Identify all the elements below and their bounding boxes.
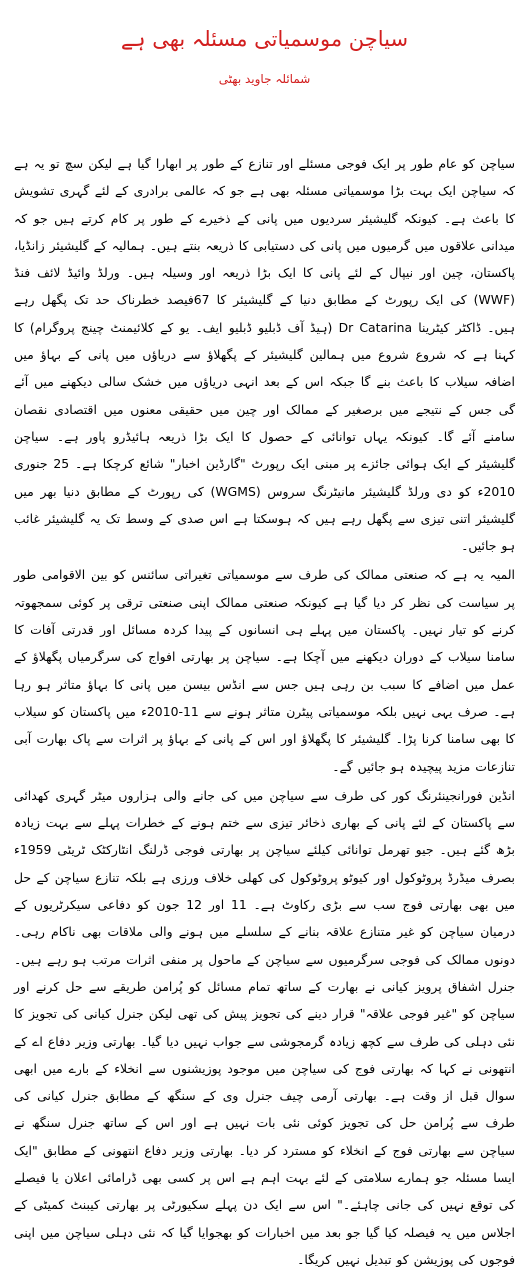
article-paragraph-2: المیہ یہ ہے کہ صنعتی ممالک کی طرف سے موسمیاتی تغیراتی سائنس کو بین الاقوامی طور پر سیاست کی نظر کر دیا گیا ہے کیونکہ صنعتی ممالک اپنی صنعتی ترقی پر کوئی سمجھوتہ کرنے کو تیار نہیں۔ پاکستان میں پہلے ہی انسانوں کے پیدا کردہ مسائل اور قدرتی آفات کا سامنا سیلاب کے دوران دیکھنے میں آچکا ہے۔ سیاچن پر بھارتی افواج کی سرگرمیاں پگھلاؤ کے عمل میں اضافے کا سبب بن رہی ہیں جس سے انڈس بیسن میں پانی کا بہاؤ متاثر ہو رہا ہے۔ صرف یہی نہیں بلکہ موسمیاتی پیٹرن متاثر ہونے سے 11-2010ء میں پاکستان کو سیلاب کا بھی سامنا کرنا پڑا۔ گلیشیئر کا پگھلاؤ اور اس کے پانی کے بہاؤ پر اثرات سے پاک بھارت آبی تنازعات مزید پیچیدہ ہو جائیں گے۔ (14, 567, 515, 774)
article-paragraph-3: انڈین فورانجینئرنگ کور کی طرف سے سیاچن میں کی جانے والی ہزاروں میٹر گہری کھدائی سے پاکستان کے لئے پانی کے بھاری ذخائر تیزی سے ختم ہونے کے خطرات پہلے سے بہت زیادہ بڑھ گئے ہیں۔ جیو تھرمل توانائی کیلئے سیاچن پر بھارتی فوجی ڈرلنگ انٹارکٹک ٹریٹی 1959ء بصرف میڈرڈ پروٹوکول اور کیوٹو پروٹوکول کی کھلی خلاف ورزی ہے بلکہ تنازع سیاچن کے حل میں بھی بھارتی فوج سب سے بڑی رکاوٹ ہے۔ 11 اور 12 جون کو دفاعی سیکرٹریوں کے درمیان سیاچن کو غیر متنازع علاقہ بنانے کے سلسلے میں ہونے والی ملاقات بھی ناکام رہی۔ دونوں ممالک کی فوجی سرگرمیوں سے سیاچن کے ماحول پر منفی اثرات مرتب ہو رہے ہیں۔ جنرل اشفاق پرویز کیانی نے بھارت کے ساتھ تمام مسائل کو پُرامن طریقے سے حل کرنے اور سیاچن کو "غیر فوجی علاقہ" قرار دینے کی تجویز پیش کی تھی لیکن جنرل کیانی کی تجویز کا نئی دہلی کی طرف سے کچھ زیادہ گرمجوشی سے جواب نہیں دیا گیا۔ بھارتی وزیر دفاع اے کے انتھونی نے کہا کہ بھارتی فوج کی سیاچن میں موجود پوزیشنوں سے انخلاء کے بارے میں ابھی سوال قبل از وقت ہے۔ بھارتی آرمی چیف جنرل وی کے سنگھ کے مطابق جنرل کیانی کی طرف سے پُرامن حل کی تجویز کوئی نئی بات نہیں ہے اور اس کے ساتھ جنرل سنگھ نے سیاچن سے بھارتی فوج کے انخلاء کو مسترد کر دیا۔ بھارتی وزیر دفاع انتھونی کے مطابق "ایک ایسا مسئلہ جو ہمارے سلامتی کے لئے بہت اہم ہے اس پر کسی بھی ڈرامائی اعلان یا فیصلے کی توقع نہیں کی جانی چاہئے۔" اس سے ایک دن پہلے سکیورٹی پر بھارتی کیبنٹ کمیٹی کے اجلاس میں یہ فیصلہ کیا گیا جو بعد میں اخبارات کو بھجوایا گیا کہ نئی دہلی سیاچن میں اپنی فوجوں کی پوزیشن کو تبدیل نہیں کریگا۔ (14, 787, 515, 1267)
author-byline: شمائلہ جاوید بھٹی (218, 72, 311, 86)
article-paragraph-1: سیاچن کو عام طور پر ایک فوجی مسئلے اور تنازع کے طور پر ابھارا گیا ہے لیکن سچ تو یہ ہے کہ سیاچن ایک بہت بڑا موسمیاتی مسئلہ بھی ہے جو کہ عالمی برادری کے لئے گہری تشویش کا باعث ہے۔ کیونکہ گلیشیئر سردیوں میں پانی کے ذخیرے کے طور پر کام کرتے ہیں جو کہ میدانی علاقوں میں گرمیوں میں پانی کی دستیابی کا ذریعہ بنتے ہیں۔ ہمالیہ کے گلیشیئر زانڈیا، پاکستان، چین اور نیپال کے لئے پانی کا ایک بڑا ذریعہ اور وسیلہ ہیں۔ ورلڈ وائیڈ لائف فنڈ (WWF) کی ایک رپورٹ کے مطابق دنیا کے گلیشیئر کا 67فیصد خطرناک حد تک پگھل رہے ہیں۔ ڈاکٹر کیٹرینا Dr Catarina (ہیڈ آف ڈبلیو ڈبلیو ایف۔ یو کے کلائیمنٹ چینج پروگرام) کا کہنا ہے کہ شروع شروع میں ہمالین گلیشیئر کے پگھلاؤ سے دریاؤں میں پانی کے بہاؤ میں اضافہ سیلاب کا باعث بنے گا جبکہ اس کے بعد انہی دریاؤں میں خشک سالی دیکھنے میں آئے گی جس کے نتیجے میں برصغیر کے ممالک اور چین میں حقیقی معنوں میں اقتصادی نقصان سامنے آئے گا۔ کیونکہ یہاں توانائی کے حصول کا ایک بڑا ذریعہ ہائیڈرو پاور ہے۔ سیاچن گلیشیئر کے ایک ہوائی جائزے پر مبنی ایک رپورٹ "گارڈین اخبار" شائع کرچکا ہے۔ 25 جنوری 2010ء کو دی ورلڈ گلیشیئر مانیٹرنگ سروس (WGMS) کی رپورٹ کے مطابق دنیا بھر میں گلیشیئر اتنی تیزی سے پگھل رہے ہیں کہ ہوسکتا ہے اس صدی کے وسط تک یہ گلیشیئر غائب ہو جائیں۔ (14, 156, 515, 554)
article-body (14, 150, 515, 1273)
article-title: سیاچن موسمیاتی مسئلہ بھی ہے (120, 27, 409, 51)
